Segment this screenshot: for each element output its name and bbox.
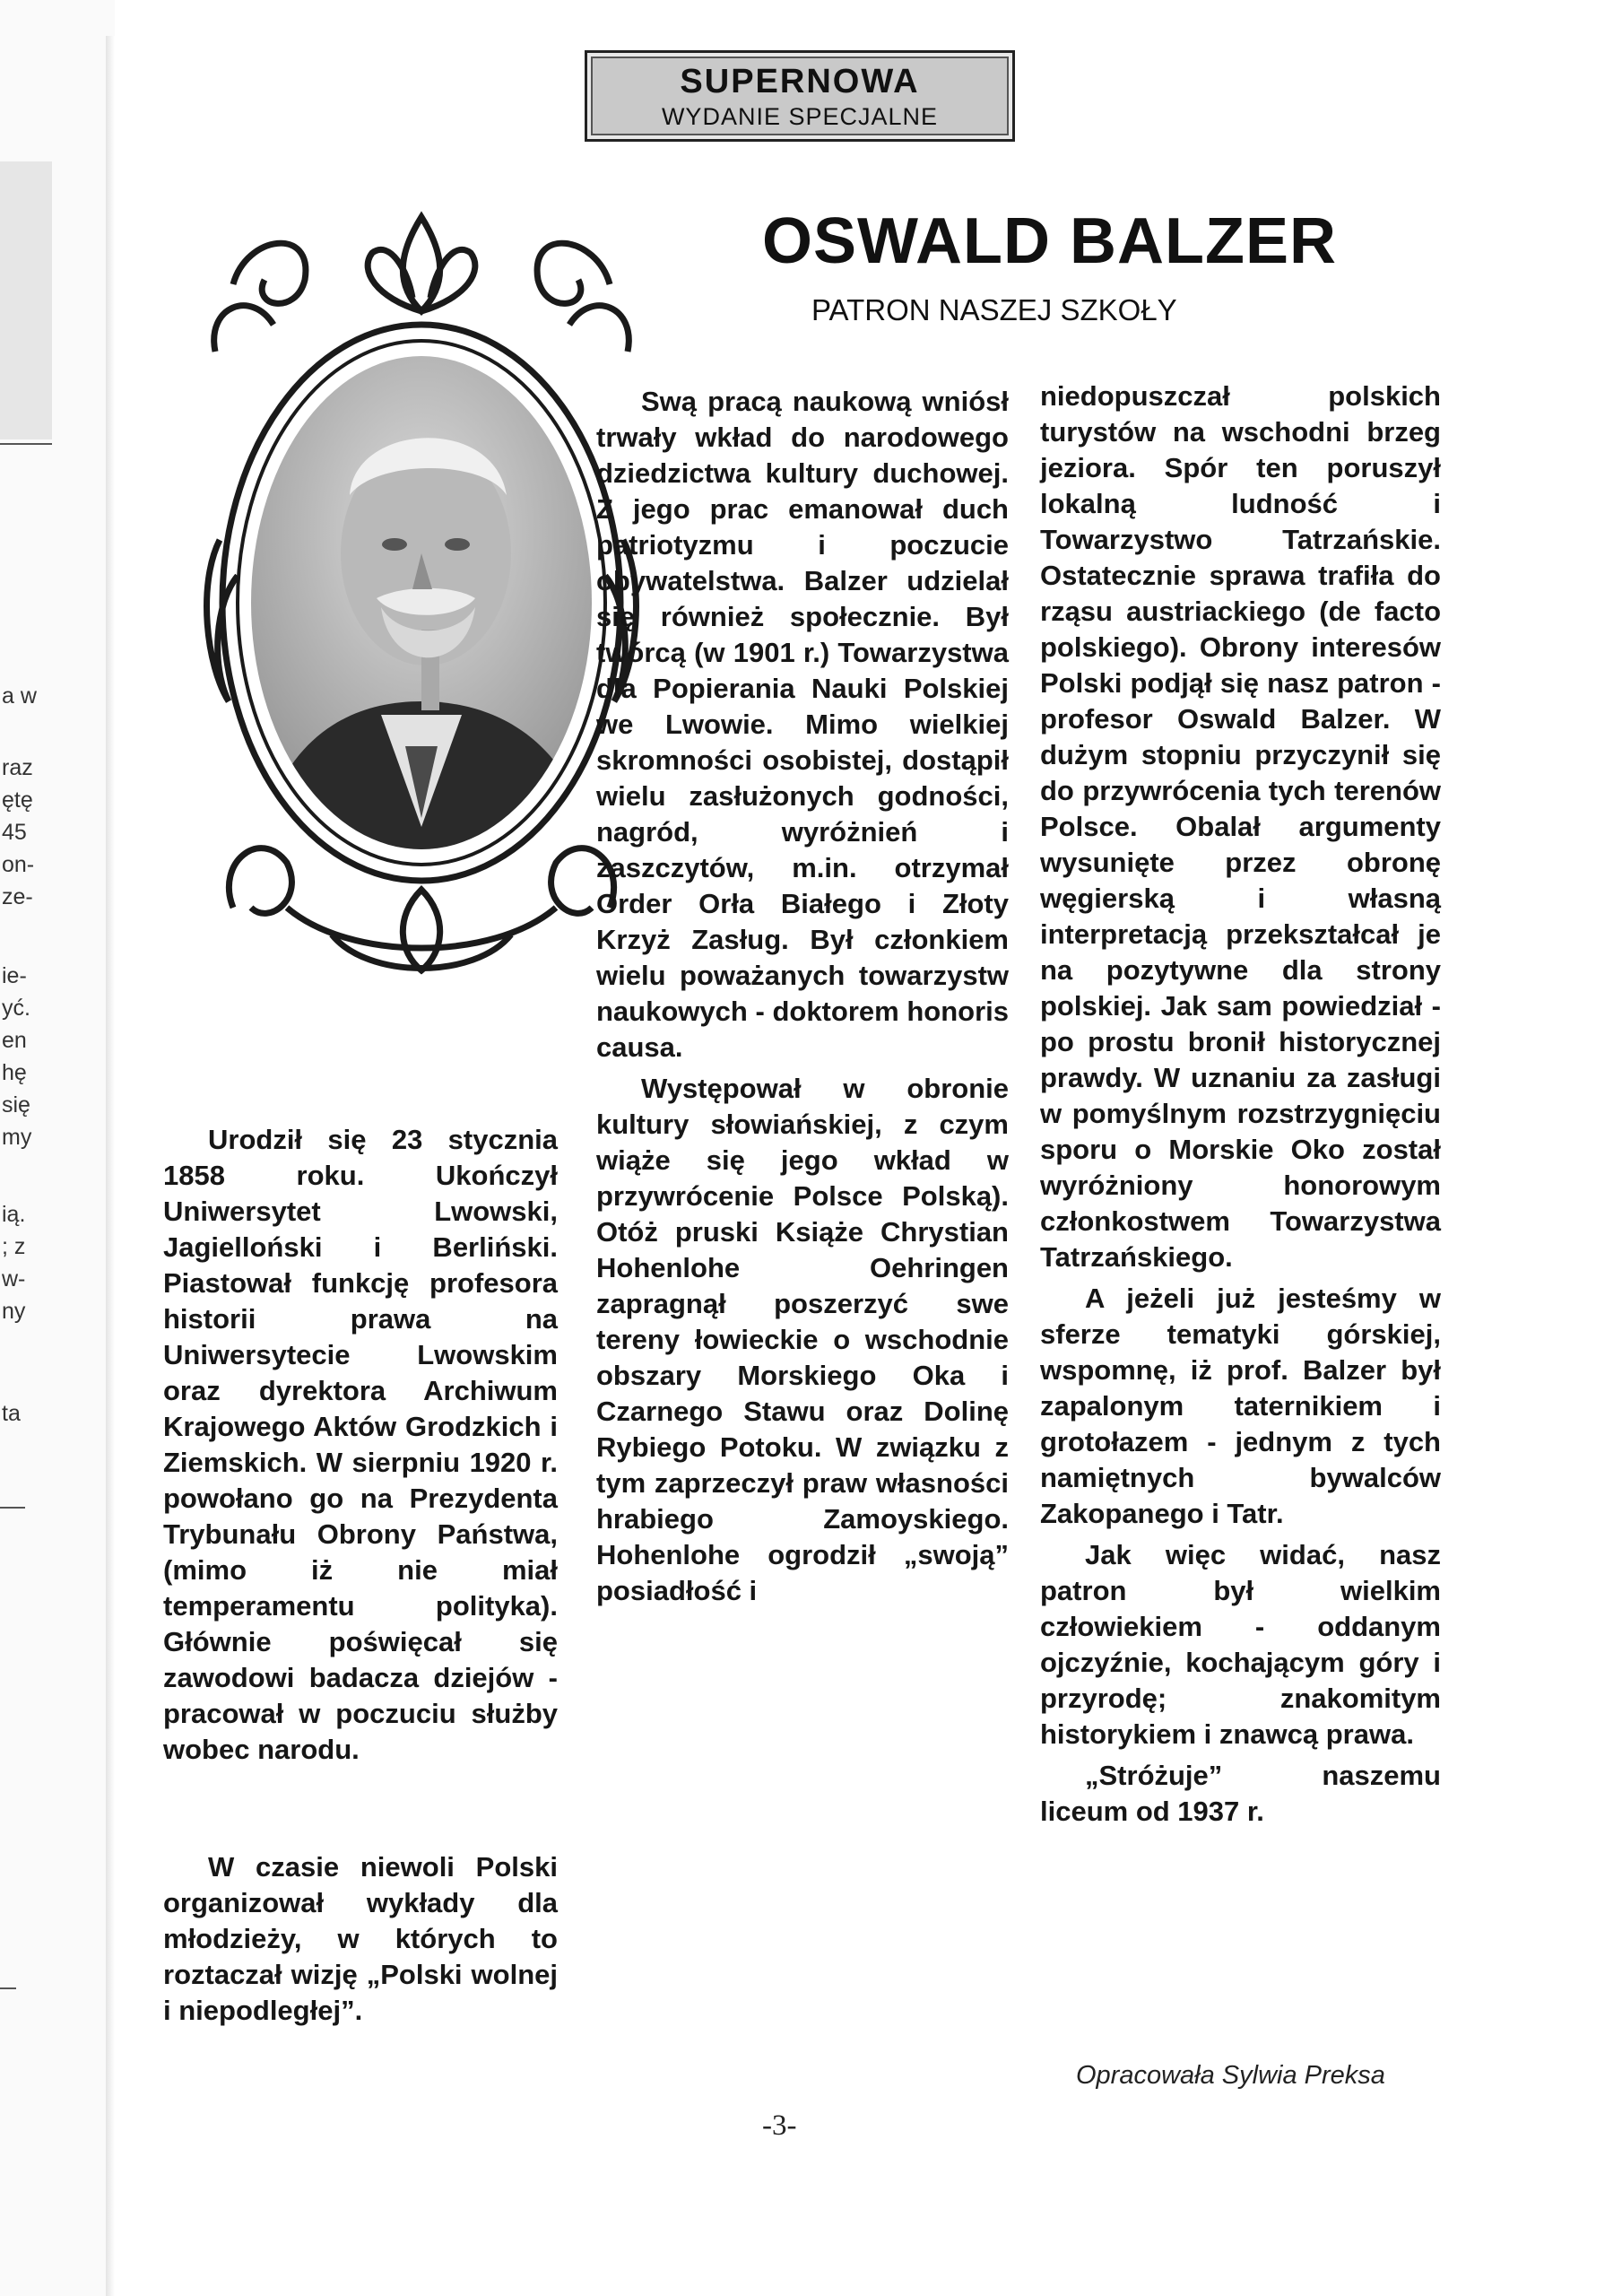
left-page-fragment: ta: [2, 1401, 21, 1426]
left-page-fragment: en: [2, 1028, 27, 1053]
left-page-rule: [0, 1507, 25, 1509]
left-page-fragment: ie-: [2, 963, 27, 988]
left-page-fragment: w-: [2, 1266, 26, 1292]
left-page-fragment: yć.: [2, 996, 30, 1021]
left-page-fragment: hę: [2, 1060, 27, 1085]
article-column-1-continued: [163, 1844, 558, 2029]
paragraph-scientific-work: Swą pracą naukową wniósł trwały wkład do narodowego dziedzictwa kultury duchowej. Z jego prac emanował duch patriotyzmu i poczucie obywatelstwa. Balzer udzielał się również społecznie. Był twórcą (w 1901 r.) Towarzystwa dla Popierania Nauki Polskiej we Lwowie. Mimo wielkiej skromności osobistej, dostąpił wielu zasłużonych godności, nagród, wyróżnień i zaszczytów, m.in. otrzymał Order Orła Białego i Złoty Krzyż Zasług. Był członkiem wielu poważanych towarzystw naukowych - doktorem honoris causa.: [596, 386, 1009, 1063]
article-column-2: [596, 378, 1009, 1609]
edition-label: WYDANIE SPECJALNE: [661, 103, 939, 130]
publication-title: SUPERNOWA: [680, 63, 920, 100]
left-page-gray-box: [0, 161, 52, 439]
portrait-image: [197, 199, 646, 997]
left-page-rule: [0, 443, 52, 445]
paragraph-biography: Urodził się 23 stycznia 1858 roku. Ukończył Uniwersytet Lwowski, Jagielloński i Berliński. Piastował funkcję profesora historii prawa na Uniwersytecie Lwowskim oraz dyrektora Archiwum Krajowego Aktów Grodzkich i Ziemskich. W sierpniu 1920 r. powołano go na Prezydenta Trybunału Obrony Państwa, (mimo iż nie miał temperamentu polityka). Głównie poświęcał się zawodowi badacza dziejów - pracował w poczuciu służby wobec narodu.: [163, 1124, 558, 1765]
left-page-fragment: my: [2, 1125, 32, 1150]
left-page-fragment: raz: [2, 755, 33, 780]
paragraph-summary: Jak więc widać, nasz patron był wielkim człowiekiem - oddanym ojczyźnie, kochającym góry i przyrodę; znakomitym historykiem i znawcą prawa.: [1040, 1539, 1441, 1750]
paragraph-patron-since: „Stróżuje” naszemu liceum od 1937 r.: [1040, 1760, 1441, 1827]
left-page-fragment: ; z: [2, 1234, 26, 1259]
left-page-rule: [0, 1987, 16, 1989]
left-page-fragment: 45: [2, 820, 27, 845]
left-page-fragment: ny: [2, 1299, 26, 1324]
author-signature: Opracowała Sylwia Preksa: [1076, 2061, 1385, 2090]
paragraph-mountains: A jeżeli już jesteśmy w sferze tematyki górskiej, wspomnę, iż prof. Balzer był zapalonym taternikiem i grotołazem - jednym z tych namiętnych bywalców Zakopanego i Tatr.: [1040, 1283, 1441, 1529]
left-page-fragment: ze-: [2, 884, 33, 909]
left-page-strip: [0, 0, 115, 2296]
paragraph-morskie-oko-dispute: Występował w obronie kultury słowiańskiej, z czym wiąże się jego wkład w przywrócenie Polsce Polską). Otóż pruski Książe Chrystian Hohenlohe Oehringen zapragnął poszerzyć swe tereny łowieckie o wschodnie obszary Morskiego Oka i Czarnego Stawu oraz Dolinę Rybiego Potoku. W związku z tym zaprzeczył praw własności hrabiego Zamoyskiego. Hohenlohe ogrodził „swoją” posiadłość i: [596, 1073, 1009, 1606]
page-binding-shadow: [106, 36, 115, 2296]
article-title: OSWALD BALZER: [762, 205, 1337, 277]
left-page-fragment: a w: [2, 683, 37, 709]
article-subtitle: PATRON NASZEJ SZKOŁY: [811, 293, 1177, 326]
article-column-1: [163, 1117, 558, 1768]
publication-badge: [585, 50, 1015, 142]
left-page-fragment: się: [2, 1092, 30, 1118]
paragraph-lectures: W czasie niewoli Polski organizował wykłady dla młodzieży, w których to roztaczał wizję „Polski wolnej i niepodległej”.: [163, 1851, 558, 2026]
left-page-fragment: on-: [2, 852, 35, 877]
paragraph-dispute-resolution: niedopuszczał polskich turystów na wschodni brzeg jeziora. Spór ten poruszył lokalną ludność i Towarzystwo Tatrzańskie. Ostatecznie sprawa trafiła do rząsu austriackiego (de facto polskiego). Obrony interesów Polski podjął się nasz patron - profesor Oswald Balzer. W dużym stopniu przyczynił się do przywrócenia tych terenów Polsce. Obalał argumenty wysunięte przez obronę węgierską i własną interpretacją przekształcał je na pozytywne dla strony polskiej. Jak sam powiedział - po prostu bronił historycznej prawdy. W uznaniu za zasługi w pomyślnym rozstrzygnięciu sporu o Morskie Oko został wyróżniony honorowym członkostwem Towarzystwa Tatrzańskiego.: [1040, 380, 1441, 1273]
left-page-fragment: ętę: [2, 787, 33, 813]
left-page-fragment: ią.: [2, 1202, 26, 1227]
page-number: -3-: [762, 2109, 797, 2142]
article-column-3: [1040, 378, 1441, 1830]
